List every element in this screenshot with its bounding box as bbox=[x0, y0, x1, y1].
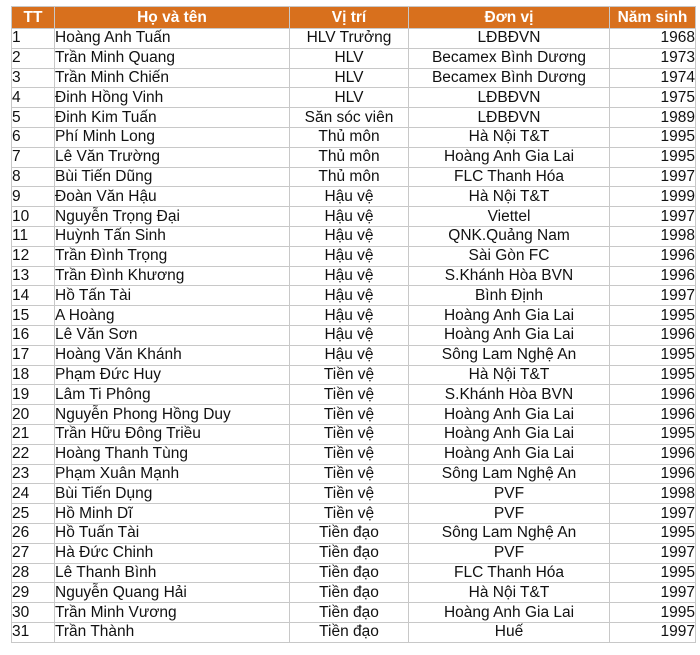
cell-club: Bình Định bbox=[409, 286, 610, 306]
cell-tt: 28 bbox=[12, 563, 55, 583]
header-name: Họ và tên bbox=[55, 7, 290, 29]
table-row bbox=[12, 266, 696, 286]
cell-position: HLV Trưởng bbox=[290, 29, 409, 49]
cell-birth-year: 1995 bbox=[610, 127, 696, 147]
cell-tt: 2 bbox=[12, 48, 55, 68]
cell-name: Trần Minh Quang bbox=[55, 48, 290, 68]
cell-position: Tiền đạo bbox=[290, 622, 409, 642]
cell-birth-year: 1995 bbox=[610, 147, 696, 167]
cell-club: Hoàng Anh Gia Lai bbox=[409, 444, 610, 464]
cell-tt: 3 bbox=[12, 68, 55, 88]
table-row bbox=[12, 385, 696, 405]
cell-tt: 18 bbox=[12, 365, 55, 385]
cell-position: Thủ môn bbox=[290, 127, 409, 147]
cell-club: Hà Nội T&T bbox=[409, 187, 610, 207]
table-row bbox=[12, 484, 696, 504]
cell-tt: 23 bbox=[12, 464, 55, 484]
cell-birth-year: 1995 bbox=[610, 603, 696, 623]
table-row bbox=[12, 622, 696, 642]
cell-club: Becamex Bình Dương bbox=[409, 48, 610, 68]
cell-tt: 11 bbox=[12, 226, 55, 246]
cell-club: Becamex Bình Dương bbox=[409, 68, 610, 88]
cell-tt: 17 bbox=[12, 345, 55, 365]
cell-position: Thủ môn bbox=[290, 167, 409, 187]
cell-tt: 24 bbox=[12, 484, 55, 504]
cell-position: Hậu vệ bbox=[290, 246, 409, 266]
cell-name: Trần Thành bbox=[55, 622, 290, 642]
cell-birth-year: 1995 bbox=[610, 365, 696, 385]
cell-birth-year: 1996 bbox=[610, 246, 696, 266]
table-row bbox=[12, 424, 696, 444]
cell-club: Hoàng Anh Gia Lai bbox=[409, 147, 610, 167]
cell-birth-year: 1998 bbox=[610, 226, 696, 246]
cell-name: Trần Minh Vương bbox=[55, 603, 290, 623]
cell-tt: 31 bbox=[12, 622, 55, 642]
cell-birth-year: 1973 bbox=[610, 48, 696, 68]
table-row bbox=[12, 108, 696, 128]
cell-birth-year: 1997 bbox=[610, 207, 696, 227]
cell-birth-year: 1997 bbox=[610, 543, 696, 563]
table-body bbox=[12, 29, 696, 643]
cell-birth-year: 1974 bbox=[610, 68, 696, 88]
cell-tt: 19 bbox=[12, 385, 55, 405]
cell-birth-year: 1996 bbox=[610, 325, 696, 345]
cell-name: Nguyễn Quang Hải bbox=[55, 583, 290, 603]
cell-position: Tiền vệ bbox=[290, 484, 409, 504]
cell-birth-year: 1995 bbox=[610, 345, 696, 365]
cell-tt: 1 bbox=[12, 29, 55, 49]
table-row bbox=[12, 563, 696, 583]
cell-position: Hậu vệ bbox=[290, 325, 409, 345]
cell-club: QNK.Quảng Nam bbox=[409, 226, 610, 246]
cell-club: PVF bbox=[409, 543, 610, 563]
table-row bbox=[12, 523, 696, 543]
cell-name: Phạm Đức Huy bbox=[55, 365, 290, 385]
cell-club: Hoàng Anh Gia Lai bbox=[409, 325, 610, 345]
cell-name: Lê Văn Sơn bbox=[55, 325, 290, 345]
cell-position: Thủ môn bbox=[290, 147, 409, 167]
roster-table bbox=[11, 6, 696, 643]
cell-name: Đinh Hồng Vinh bbox=[55, 88, 290, 108]
table-row bbox=[12, 345, 696, 365]
cell-tt: 25 bbox=[12, 504, 55, 524]
cell-name: Hoàng Văn Khánh bbox=[55, 345, 290, 365]
cell-club: Viettel bbox=[409, 207, 610, 227]
cell-birth-year: 1997 bbox=[610, 583, 696, 603]
cell-position: Hậu vệ bbox=[290, 226, 409, 246]
cell-birth-year: 1995 bbox=[610, 424, 696, 444]
header-birth-year: Năm sinh bbox=[610, 7, 696, 29]
cell-tt: 21 bbox=[12, 424, 55, 444]
table-row bbox=[12, 29, 696, 49]
cell-birth-year: 1996 bbox=[610, 444, 696, 464]
cell-club: Sông Lam Nghệ An bbox=[409, 345, 610, 365]
cell-birth-year: 1968 bbox=[610, 29, 696, 49]
cell-birth-year: 1999 bbox=[610, 187, 696, 207]
cell-name: Bùi Tiến Dụng bbox=[55, 484, 290, 504]
cell-name: Bùi Tiến Dũng bbox=[55, 167, 290, 187]
cell-birth-year: 1996 bbox=[610, 266, 696, 286]
table-row bbox=[12, 504, 696, 524]
cell-tt: 5 bbox=[12, 108, 55, 128]
table-row bbox=[12, 167, 696, 187]
table-row bbox=[12, 127, 696, 147]
cell-name: Đinh Kim Tuấn bbox=[55, 108, 290, 128]
table-row bbox=[12, 187, 696, 207]
cell-club: Hà Nội T&T bbox=[409, 583, 610, 603]
cell-position: Hậu vệ bbox=[290, 187, 409, 207]
cell-name: Lê Thanh Bình bbox=[55, 563, 290, 583]
cell-birth-year: 1975 bbox=[610, 88, 696, 108]
table-row bbox=[12, 306, 696, 326]
cell-birth-year: 1997 bbox=[610, 622, 696, 642]
cell-position: HLV bbox=[290, 68, 409, 88]
cell-position: Tiền đạo bbox=[290, 523, 409, 543]
table-row bbox=[12, 88, 696, 108]
cell-position: Hậu vệ bbox=[290, 207, 409, 227]
cell-club: LĐBĐVN bbox=[409, 88, 610, 108]
cell-club: Hoàng Anh Gia Lai bbox=[409, 424, 610, 444]
cell-name: Trần Đình Trọng bbox=[55, 246, 290, 266]
table-row bbox=[12, 68, 696, 88]
cell-club: Sông Lam Nghệ An bbox=[409, 464, 610, 484]
cell-name: Phạm Xuân Mạnh bbox=[55, 464, 290, 484]
cell-name: Đoàn Văn Hậu bbox=[55, 187, 290, 207]
header-position: Vị trí bbox=[290, 7, 409, 29]
cell-position: Hậu vệ bbox=[290, 345, 409, 365]
cell-birth-year: 1995 bbox=[610, 306, 696, 326]
table-row bbox=[12, 603, 696, 623]
cell-club: Hoàng Anh Gia Lai bbox=[409, 405, 610, 425]
table-row bbox=[12, 48, 696, 68]
cell-birth-year: 1997 bbox=[610, 286, 696, 306]
cell-club: S.Khánh Hòa BVN bbox=[409, 266, 610, 286]
cell-position: HLV bbox=[290, 48, 409, 68]
table-row bbox=[12, 405, 696, 425]
cell-position: Tiền vệ bbox=[290, 504, 409, 524]
cell-position: Tiền vệ bbox=[290, 385, 409, 405]
cell-tt: 30 bbox=[12, 603, 55, 623]
cell-position: Tiền đạo bbox=[290, 583, 409, 603]
table-row bbox=[12, 325, 696, 345]
cell-tt: 10 bbox=[12, 207, 55, 227]
table-row bbox=[12, 207, 696, 227]
cell-position: Tiền đạo bbox=[290, 543, 409, 563]
cell-birth-year: 1995 bbox=[610, 523, 696, 543]
cell-name: A Hoàng bbox=[55, 306, 290, 326]
cell-tt: 27 bbox=[12, 543, 55, 563]
cell-name: Phí Minh Long bbox=[55, 127, 290, 147]
cell-name: Trần Hữu Đông Triều bbox=[55, 424, 290, 444]
cell-birth-year: 1989 bbox=[610, 108, 696, 128]
cell-name: Huỳnh Tấn Sinh bbox=[55, 226, 290, 246]
cell-birth-year: 1996 bbox=[610, 385, 696, 405]
cell-name: Hoàng Anh Tuấn bbox=[55, 29, 290, 49]
cell-tt: 4 bbox=[12, 88, 55, 108]
cell-position: Tiền vệ bbox=[290, 405, 409, 425]
cell-position: Tiền vệ bbox=[290, 464, 409, 484]
table-header bbox=[12, 7, 696, 29]
cell-tt: 22 bbox=[12, 444, 55, 464]
cell-club: Hoàng Anh Gia Lai bbox=[409, 603, 610, 623]
cell-tt: 9 bbox=[12, 187, 55, 207]
cell-tt: 7 bbox=[12, 147, 55, 167]
cell-tt: 20 bbox=[12, 405, 55, 425]
table-row bbox=[12, 226, 696, 246]
cell-name: Lê Văn Trường bbox=[55, 147, 290, 167]
cell-position: Tiền vệ bbox=[290, 444, 409, 464]
cell-name: Nguyễn Phong Hồng Duy bbox=[55, 405, 290, 425]
cell-name: Nguyễn Trọng Đại bbox=[55, 207, 290, 227]
cell-club: LĐBĐVN bbox=[409, 29, 610, 49]
cell-club: FLC Thanh Hóa bbox=[409, 167, 610, 187]
table-row bbox=[12, 543, 696, 563]
cell-position: Hậu vệ bbox=[290, 286, 409, 306]
cell-club: Hoàng Anh Gia Lai bbox=[409, 306, 610, 326]
cell-name: Trần Đình Khương bbox=[55, 266, 290, 286]
table-row bbox=[12, 583, 696, 603]
cell-name: Hà Đức Chinh bbox=[55, 543, 290, 563]
cell-club: Sài Gòn FC bbox=[409, 246, 610, 266]
table-row bbox=[12, 147, 696, 167]
cell-tt: 13 bbox=[12, 266, 55, 286]
cell-club: Hà Nội T&T bbox=[409, 127, 610, 147]
table-row bbox=[12, 246, 696, 266]
cell-birth-year: 1997 bbox=[610, 167, 696, 187]
cell-position: Tiền đạo bbox=[290, 603, 409, 623]
cell-birth-year: 1996 bbox=[610, 405, 696, 425]
table-row bbox=[12, 464, 696, 484]
cell-position: Hậu vệ bbox=[290, 306, 409, 326]
cell-club: LĐBĐVN bbox=[409, 108, 610, 128]
cell-name: Trần Minh Chiến bbox=[55, 68, 290, 88]
cell-club: PVF bbox=[409, 504, 610, 524]
cell-name: Lâm Ti Phông bbox=[55, 385, 290, 405]
cell-tt: 16 bbox=[12, 325, 55, 345]
cell-club: Sông Lam Nghệ An bbox=[409, 523, 610, 543]
cell-club: PVF bbox=[409, 484, 610, 504]
cell-name: Hồ Minh Dĩ bbox=[55, 504, 290, 524]
table-row bbox=[12, 365, 696, 385]
cell-club: Huế bbox=[409, 622, 610, 642]
cell-position: Tiền đạo bbox=[290, 563, 409, 583]
cell-position: Tiền vệ bbox=[290, 424, 409, 444]
cell-name: Hồ Tấn Tài bbox=[55, 286, 290, 306]
cell-tt: 8 bbox=[12, 167, 55, 187]
cell-tt: 12 bbox=[12, 246, 55, 266]
cell-position: HLV bbox=[290, 88, 409, 108]
table-row bbox=[12, 444, 696, 464]
cell-club: S.Khánh Hòa BVN bbox=[409, 385, 610, 405]
cell-birth-year: 1996 bbox=[610, 464, 696, 484]
cell-club: Hà Nội T&T bbox=[409, 365, 610, 385]
cell-birth-year: 1997 bbox=[610, 504, 696, 524]
cell-tt: 14 bbox=[12, 286, 55, 306]
cell-tt: 29 bbox=[12, 583, 55, 603]
cell-birth-year: 1998 bbox=[610, 484, 696, 504]
cell-position: Hậu vệ bbox=[290, 266, 409, 286]
cell-tt: 26 bbox=[12, 523, 55, 543]
cell-name: Hồ Tuấn Tài bbox=[55, 523, 290, 543]
cell-birth-year: 1995 bbox=[610, 563, 696, 583]
cell-tt: 15 bbox=[12, 306, 55, 326]
header-club: Đơn vị bbox=[409, 7, 610, 29]
table-row bbox=[12, 286, 696, 306]
cell-position: Săn sóc viên bbox=[290, 108, 409, 128]
cell-name: Hoàng Thanh Tùng bbox=[55, 444, 290, 464]
cell-club: FLC Thanh Hóa bbox=[409, 563, 610, 583]
header-row bbox=[12, 7, 696, 29]
cell-position: Tiền vệ bbox=[290, 365, 409, 385]
cell-tt: 6 bbox=[12, 127, 55, 147]
header-tt: TT bbox=[12, 7, 55, 29]
